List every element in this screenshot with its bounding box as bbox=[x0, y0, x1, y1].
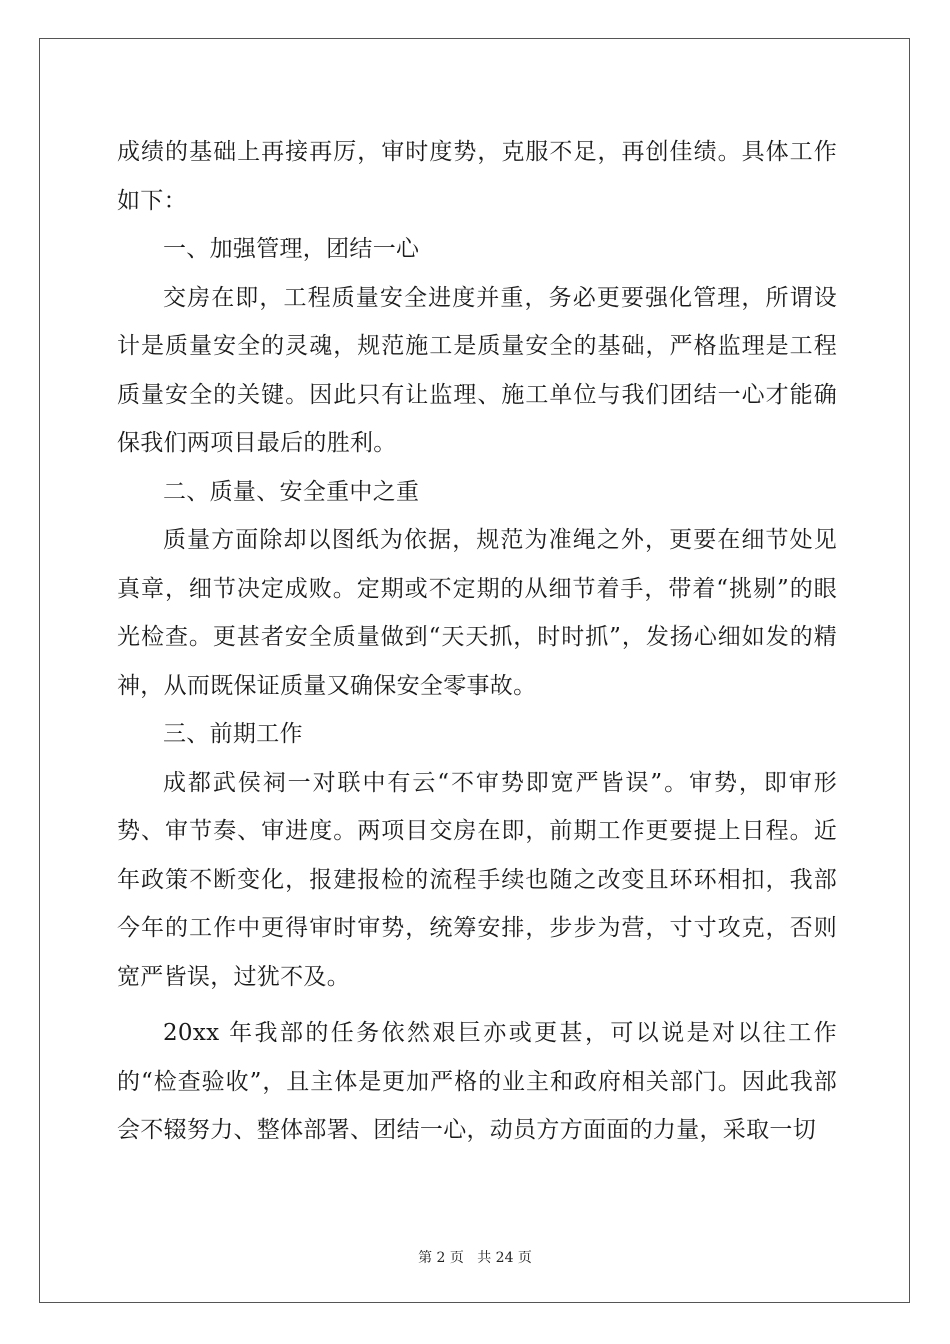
paragraph-annual-tasks: 20xx 年我部的任务依然艰巨亦或更甚，可以说是对以往工作的“检查验收”，且主体是更加严格的业主和政府相关部门。因此我部会不辍努力、整体部署、团结一心，动员方方面面的力量，采取一切 bbox=[117, 1020, 837, 1143]
page-footer bbox=[0, 1247, 950, 1267]
paragraph-continuation: 成绩的基础上再接再厉，审时度势，克服不足，再创佳绩。具体工作如下： bbox=[117, 139, 837, 214]
section-heading-preliminary-work: 三、前期工作 bbox=[163, 721, 303, 747]
section-heading-quality-safety: 二、质量、安全重中之重 bbox=[163, 478, 420, 505]
page-number-label: 第 2 页 共 24 页 bbox=[418, 1250, 532, 1266]
paragraph-management: 交房在即，工程质量安全进度并重，务必更要强化管理，所谓设计是质量安全的灵魂，规范施工是质量安全的基础，严格监理是工程质量安全的关键。因此只有让监理、施工单位与我们团结一心才能确保我们两项目最后的胜利。 bbox=[117, 284, 837, 456]
paragraph-preliminary-work: 成都武侯祠一对联中有云“不审势即宽严皆误”。审势，即审形势、审节奏、审进度。两项目交房在即，前期工作更要提上日程。近年政策不断变化，报建报检的流程手续也随之改变且环环相扣，我部今年的工作中更得审时审势，统筹安排，步步为营，寸寸攻克，否则宽严皆误，过犹不及。 bbox=[117, 769, 837, 990]
section-heading-management: 一、加强管理，团结一心 bbox=[163, 236, 420, 262]
document-body bbox=[117, 128, 837, 1155]
paragraph-quality-safety: 质量方面除却以图纸为依据，规范为准绳之外，更要在细节处见真章，细节决定成败。定期或不定期的从细节着手，带着“挑剔”的眼光检查。更甚者安全质量做到“天天抓，时时抓”，发扬心细如发的精神，从而既保证质量又确保安全零事故。 bbox=[117, 527, 837, 699]
